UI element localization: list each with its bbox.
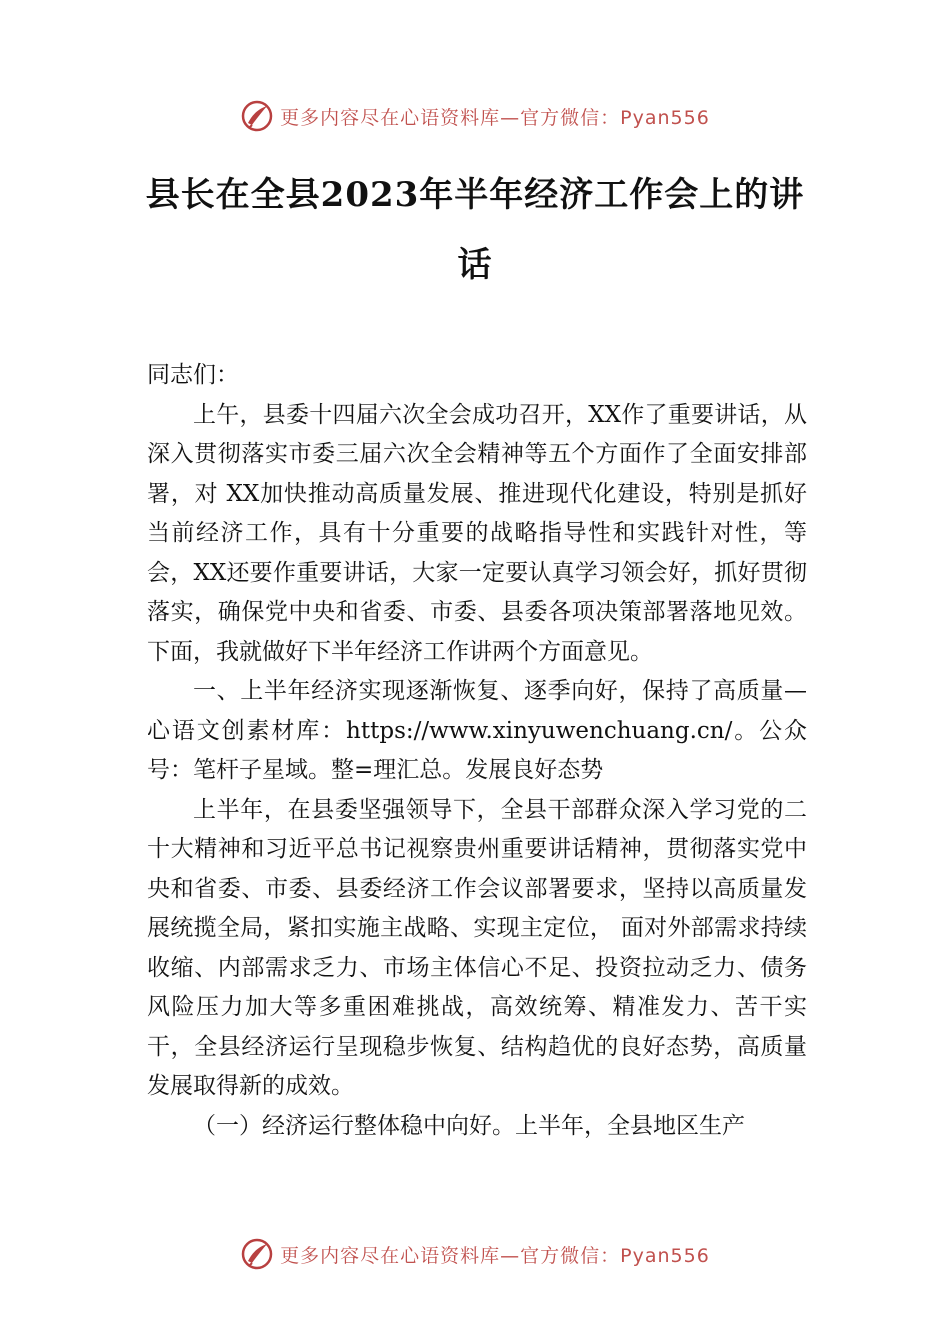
document-title: 县长在全县2023年半年经济工作会上的讲话 — [145, 175, 805, 285]
watermark-text: 更多内容尽在心语资料库—官方微信：Pyan556 — [280, 106, 710, 129]
section-heading: 一、上半年经济实现逐渐恢复、逐季向好，保持了高质量—心语文创素材库：https://www.xinyuwenchuang.cn/。公众号：笔杆子星域。整=理汇总。发展良好态势 — [147, 678, 807, 783]
brush-pen-logo-icon — [240, 99, 274, 133]
watermark-banner-top — [0, 96, 950, 136]
watermark-banner-bottom — [0, 1234, 950, 1274]
subsection-heading: （一）经济运行整体稳中向好。上半年，全县地区生产 — [193, 1112, 745, 1139]
paragraph: 上半年，在县委坚强领导下，全县干部群众深入学习党的二十大精神和习近平总书记视察贵州重要讲话精神，贯彻落实党中央和省委、市委、县委经济工作会议部署要求，坚持以高质量发展统揽全局，紧扣实施主战略、实现主定位， 面对外部需求持续收缩、内部需求乏力、市场主体信心不足、投资拉动乏力、债务风险压力加大等多重困难挑战，高效统筹、精准发力、苦干实干，全县经济运行呈现稳步恢复、结构趋优的良好态势，高质量发展取得新的成效。 — [147, 796, 807, 1099]
paragraph: 上午，县委十四届六次全会成功召开，XX作了重要讲话，从深入贯彻落实市委三届六次全会精神等五个方面作了全面安排部署，对 XX加快推动高质量发展、推进现代化建设，特别是抓好当前经济工作，具有十分重要的战略指导性和实践针对性，等会，XX还要作重要讲话，大家一定要认真学习领会好，抓好贯彻落实，确保党中央和省委、市委、县委各项决策部署落地见效。下面，我就做好下半年经济工作讲两个方面意见。 — [147, 401, 807, 665]
watermark-text: 更多内容尽在心语资料库—官方微信：Pyan556 — [280, 1244, 710, 1267]
document-body — [147, 356, 807, 1146]
brush-pen-logo-icon — [240, 1237, 274, 1271]
salutation: 同志们： — [147, 362, 239, 388]
